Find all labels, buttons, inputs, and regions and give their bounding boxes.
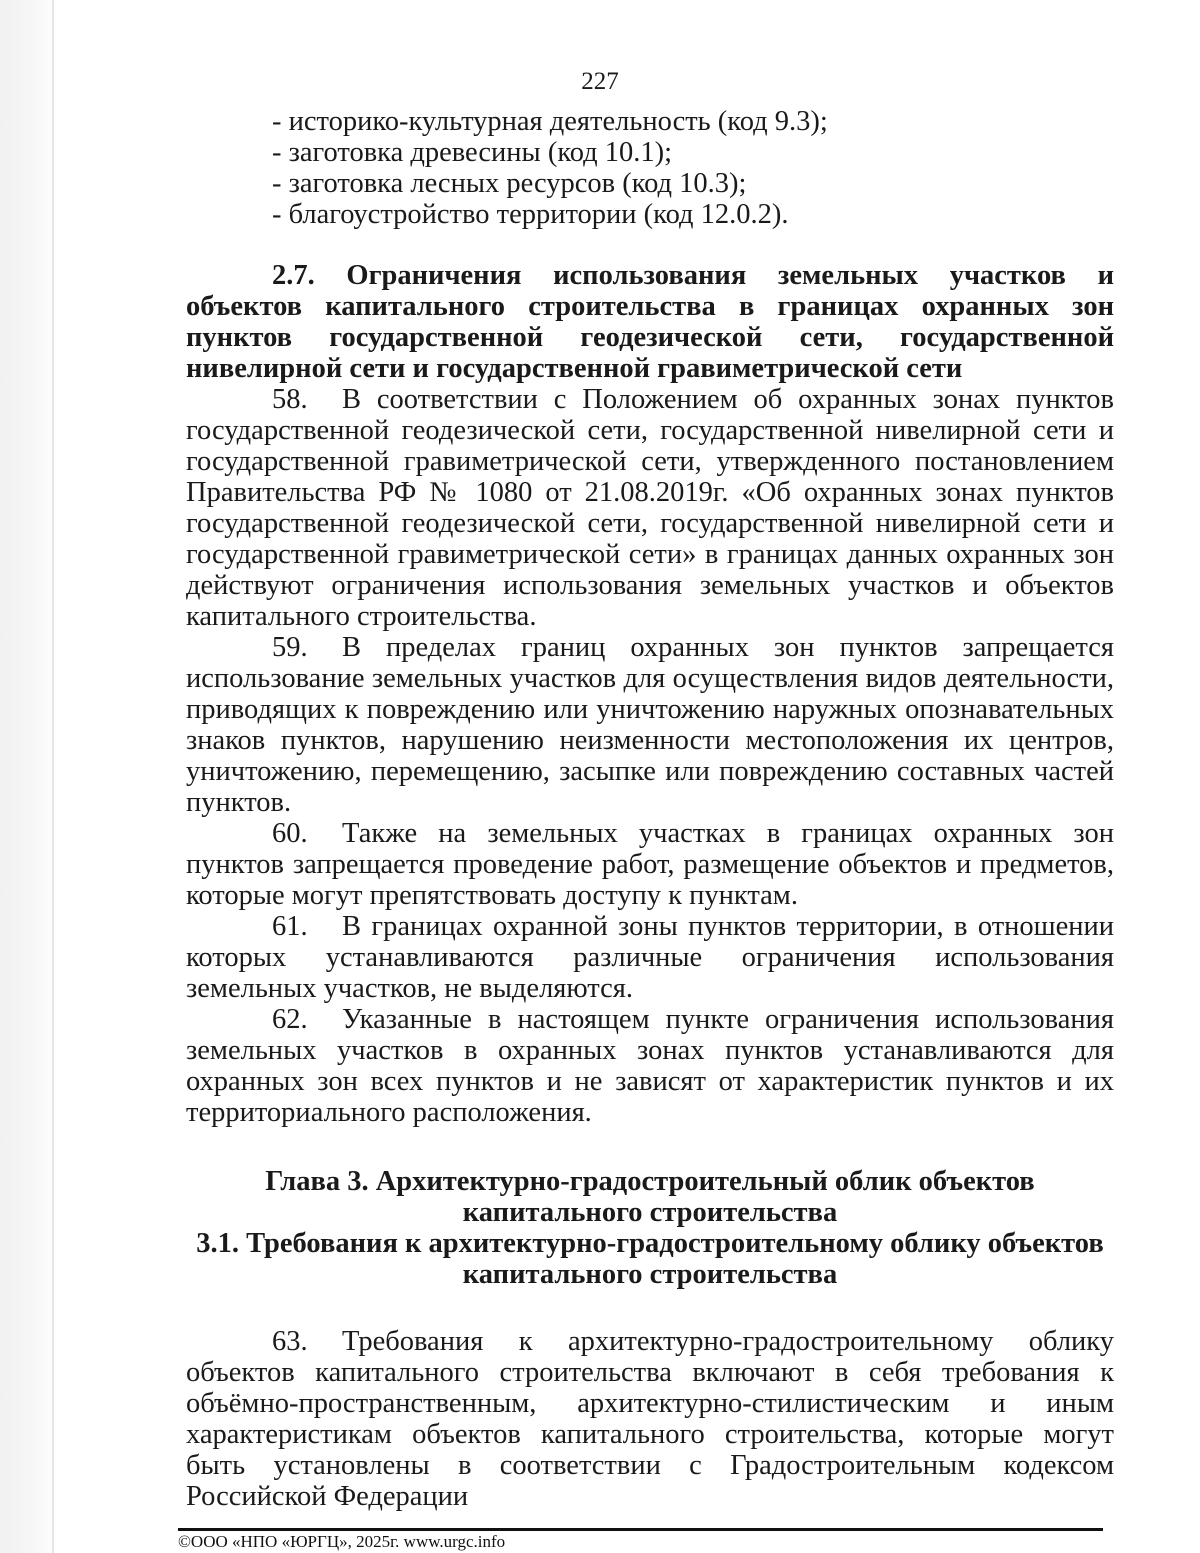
paragraph-number: 58. (272, 384, 308, 415)
scan-shadow-line (52, 0, 54, 1553)
paragraph-text: Требования к архитектурно-градостроительному облику объектов капитального строительства включают в себя требования к объёмно-пространственным, архитектурно-стилистическим и иным характеристикам объектов капитального строительства, которые могут быть установлены в соответствии с Градостроительным кодексом Российской Федерации (186, 1326, 1114, 1512)
paragraph-60 (186, 818, 1114, 911)
paragraph-text: В границах охранной зоны пунктов территории, в отношении которых устанавливаются различные ограничения использования земельных участков, не выделяются. (186, 911, 1114, 1004)
paragraph-58 (186, 384, 1114, 632)
list-item: - историко-культурная деятельность (код 9.3); (272, 106, 828, 137)
subsection-heading-line2: капитального строительства (462, 1259, 838, 1290)
page-number: 227 (581, 68, 619, 95)
paragraph-text: В пределах границ охранных зон пунктов запрещается использование земельных участков для осуществления видов деятельности, приводящих к повреждению или уничтожению наружных опознавательных знаков пунктов, нарушению неизменности местоположения их центров, уничтожению, перемещению, засыпке или повреждению составных частей пунктов. (186, 632, 1114, 818)
subsection-heading: 3.1. Требования к архитектурно-градостроительному облику объектов (196, 1228, 1104, 1259)
paragraph-62 (186, 1004, 1114, 1128)
paragraph-63 (186, 1326, 1114, 1512)
list-item: - заготовка лесных ресурсов (код 10.3); (272, 168, 747, 199)
chapter-heading-line2: капитального строительства (462, 1197, 838, 1228)
scan-shadow-edge (0, 0, 58, 1553)
footer-divider (178, 1528, 1103, 1531)
paragraph-number: 62. (272, 1004, 308, 1035)
paragraph-number: 61. (272, 911, 308, 942)
document-body (186, 106, 1114, 1512)
footer-copyright: ©ООО «НПО «ЮРГЦ», 2025г. www.urgc.info (178, 1532, 506, 1551)
paragraph-59 (186, 632, 1114, 818)
list-item: - благоустройство территории (код 12.0.2). (272, 199, 789, 230)
paragraph-text: Также на земельных участках в границах охранных зон пунктов запрещается проведение работ, размещение объектов и предметов, которые могут препятствовать доступу к пунктам. (186, 818, 1114, 911)
paragraph-number: 59. (272, 632, 308, 663)
paragraph-text: Указанные в настоящем пункте ограничения использования земельных участков в охранных зонах пунктов устанавливаются для охранных зон всех пунктов и не зависят от характеристик пунктов и их территориального расположения. (186, 1004, 1114, 1128)
paragraph-number: 63. (272, 1326, 308, 1357)
paragraph-61 (186, 911, 1114, 1004)
paragraph-number: 60. (272, 818, 308, 849)
chapter-heading: Глава 3. Архитектурно-градостроительный облик объектов (265, 1166, 1035, 1197)
list-item: - заготовка древесины (код 10.1); (272, 137, 673, 168)
section-heading: 2.7. Ограничения использования земельных участков и объектов капитального строительства в границах охранных зон пунктов государственной геодезической сети, государственной нивелирной сети и государственной гравиметрической сети (186, 260, 1114, 384)
activity-list (186, 106, 1114, 230)
paragraph-text: В соответствии с Положением об охранных зонах пунктов государственной геодезической сети, государственной нивелирной сети и государственной гравиметрической сети, утвержденного постановлением Правительства РФ № 1080 от 21.08.2019г. «Об охранных зонах пунктов государственной геодезической сети, государственной нивелирной сети и государственной гравиметрической сети» в границах данных охранных зон действуют ограничения использования земельных участков и объектов капитального строительства. (186, 384, 1114, 632)
